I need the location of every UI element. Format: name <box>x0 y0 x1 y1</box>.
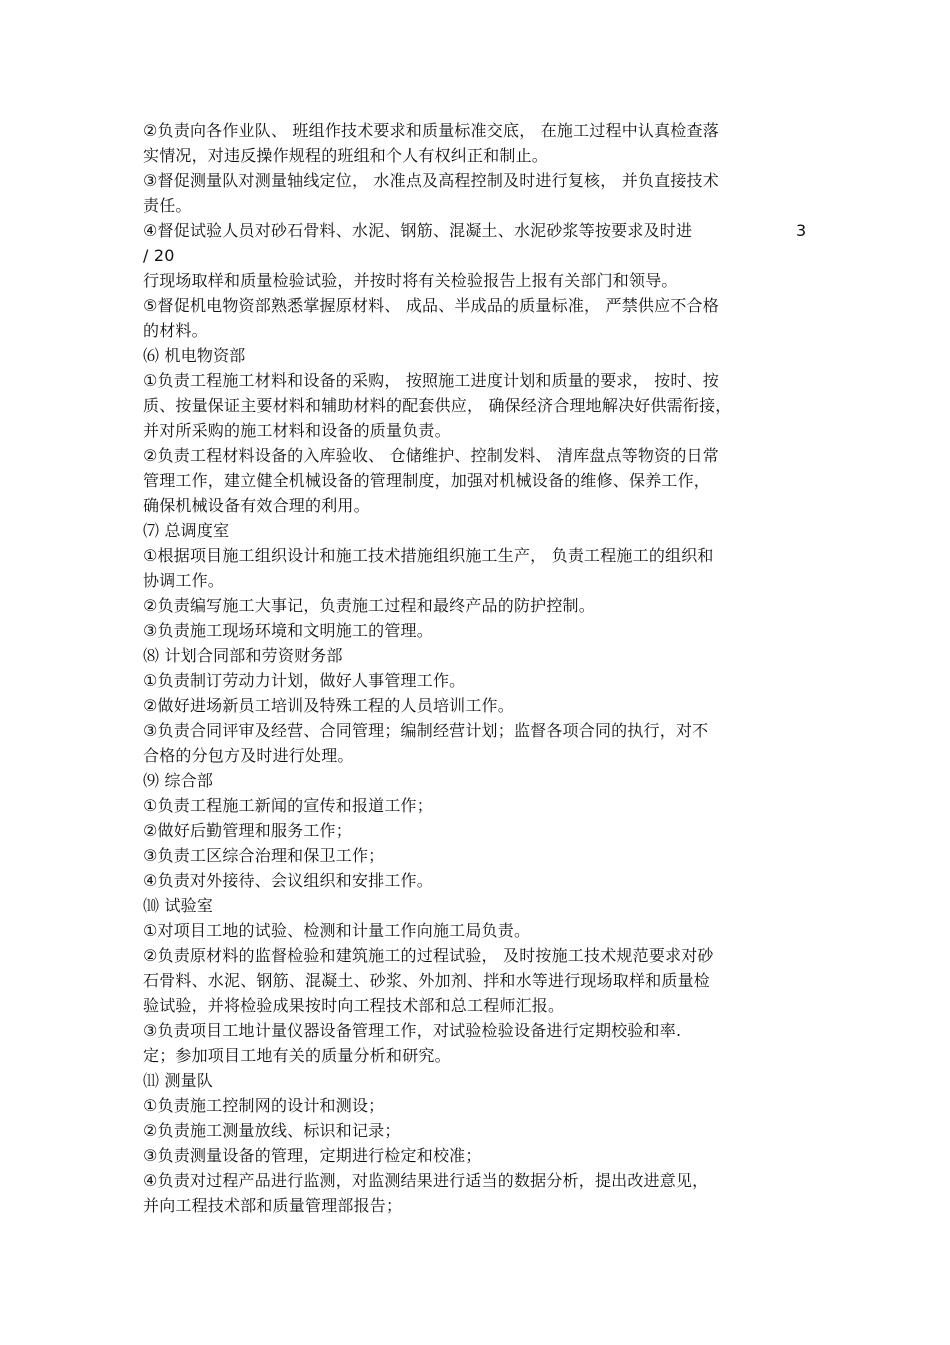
text-line: ②做好后勤管理和服务工作； <box>143 821 352 840</box>
text-line: ③负责项目工地计量仪器设备管理工作，对试验检验设备进行定期校验和率. <box>143 1021 682 1040</box>
text-line: ③负责合同评审及经营、合同管理；编制经营计划；监督各项合同的执行，对不 <box>143 721 709 740</box>
section-heading: ⑻ 计划合同部和劳资财务部 <box>143 646 343 665</box>
text-line: ④负责对过程产品进行监测，对监测结果进行适当的数据分析，提出改进意见， <box>143 1171 709 1190</box>
text-line: ⑤督促机电物资部熟悉掌握原材料、 成品、半成品的质量标准， 严禁供应不合格 <box>143 296 719 315</box>
section-heading: ⑽ 试验室 <box>143 896 214 915</box>
text-line: 定；参加项目工地有关的质量分析和研究。 <box>143 1046 451 1065</box>
page-total: / 20 <box>143 246 175 265</box>
text-line: 并对所采购的施工材料和设备的质量负责。 <box>143 421 451 440</box>
page-number: 3 <box>796 221 807 240</box>
text-line: ①负责工程施工新闻的宣传和报道工作； <box>143 796 433 815</box>
text-line: 管理工作，建立健全机械设备的管理制度，加强对机械设备的维修、保养工作， <box>143 471 711 490</box>
text-line: ②负责原材料的监督检验和建筑施工的过程试验， 及时按施工技术规范要求对砂 <box>143 946 714 965</box>
section-heading: ⑺ 总调度室 <box>143 521 230 540</box>
text-line: 并向工程技术部和质量管理部报告； <box>143 1196 403 1215</box>
text-line: ②负责工程材料设备的入库验收、 仓储维护、控制发料、 清库盘点等物资的日常 <box>143 446 719 465</box>
text-line: ①负责工程施工材料和设备的采购， 按照施工进度计划和质量的要求， 按时、按 <box>143 371 719 390</box>
text-line: 合格的分包方及时进行处理。 <box>143 746 354 765</box>
text-line: ③负责工区综合治理和保卫工作； <box>143 846 385 865</box>
text-line: 石骨料、水泥、钢筋、混凝土、砂浆、外加剂、拌和水等进行现场取样和质量检 <box>143 971 711 990</box>
text-line: 确保机械设备有效合理的利用。 <box>143 496 370 515</box>
text-line: ①对项目工地的试验、检测和计量工作向施工局负责。 <box>143 921 531 940</box>
text-line: 验试验，并将检验成果按时向工程技术部和总工程师汇报。 <box>143 996 565 1015</box>
text-line: ①负责施工控制网的设计和测设； <box>143 1096 385 1115</box>
text-line: ③督促测量队对测量轴线定位， 水准点及高程控制及时进行复核， 并负直接技术 <box>143 171 719 190</box>
text-line: ②负责施工测量放线、标识和记录； <box>143 1121 401 1140</box>
text-line: ③负责测量设备的管理，定期进行检定和校准； <box>143 1146 482 1165</box>
section-heading: ⑾ 测量队 <box>143 1071 214 1090</box>
section-heading: ⑹ 机电物资部 <box>143 346 246 365</box>
text-line: ①负责制订劳动力计划，做好人事管理工作。 <box>143 671 466 690</box>
text-line: ④督促试验人员对砂石骨料、水泥、钢筋、混凝土、水泥砂浆等按要求及时进 <box>143 221 693 240</box>
text-line: ①根据项目施工组织设计和施工技术措施组织施工生产， 负责工程施工的组织和 <box>143 546 714 565</box>
text-line: 协调工作。 <box>143 571 225 590</box>
text-line: 的材料。 <box>143 321 208 340</box>
text-line: 行现场取样和质量检验试验，并按时将有关检验报告上报有关部门和领导。 <box>143 271 678 290</box>
text-line: ②负责编写施工大事记，负责施工过程和最终产品的防护控制。 <box>143 596 595 615</box>
section-heading: ⑼ 综合部 <box>143 771 214 790</box>
text-line: ②做好进场新员工培训及特殊工程的人员培训工作。 <box>143 696 514 715</box>
text-line: 实情况，对违反操作规程的班组和个人有权纠正和制止。 <box>143 146 549 165</box>
text-line: ②负责向各作业队、 班组作技术要求和质量标准交底， 在施工过程中认真检查落 <box>143 121 719 140</box>
text-line: ④负责对外接待、会议组织和安排工作。 <box>143 871 433 890</box>
text-line: 质、按量保证主要材料和辅助材料的配套供应， 确保经济合理地解决好供需衔接， <box>143 396 732 415</box>
text-line: 责任。 <box>143 196 192 215</box>
text-line: ③负责施工现场环境和文明施工的管理。 <box>143 621 433 640</box>
